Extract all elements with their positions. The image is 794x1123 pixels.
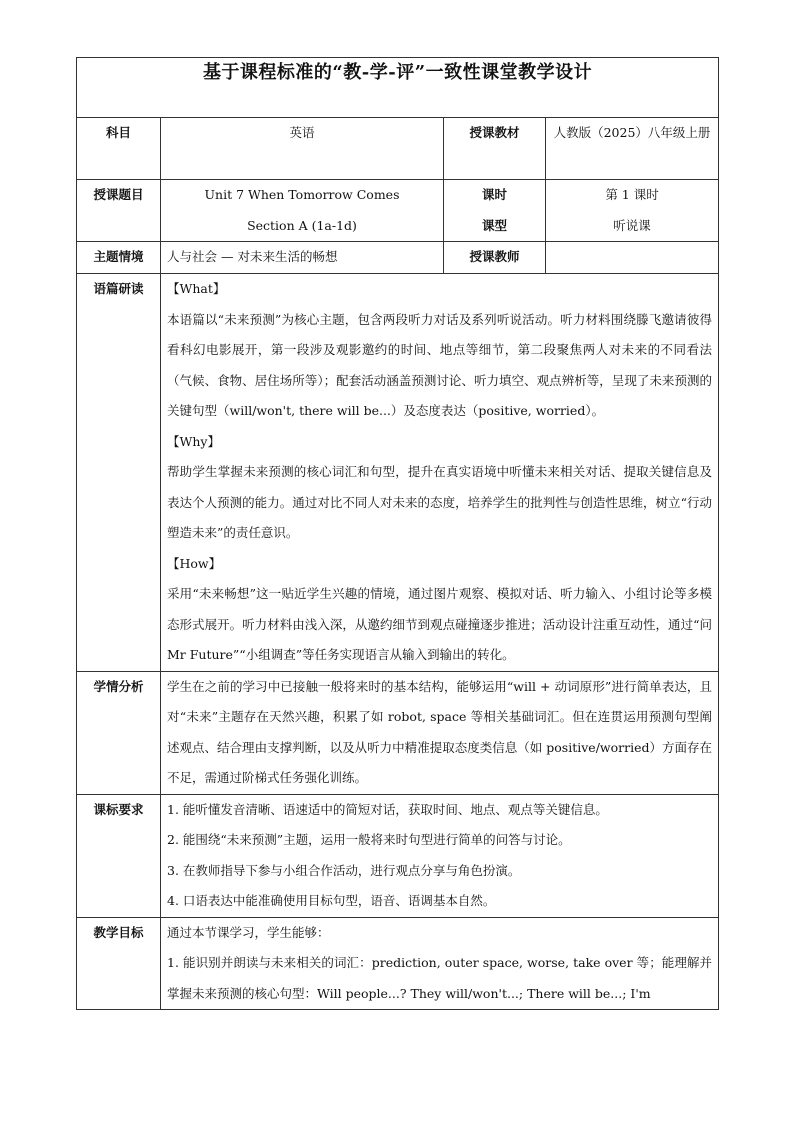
learners-text: 学生在之前的学习中已接触一般将来时的基本结构，能够运用“will + 动词原形”进行简单表达，且对“未来”主题存在天然兴趣，积累了如 robot, space 等相关基础词汇。但在连贯运用预测句型阐述观点、结合理由支撑判断，以及从听力中精准提取态度类信息（如 positive/worried）方面存在不足，需通过阶梯式任务强化训练。 bbox=[167, 678, 713, 785]
period-value-type: 听说课 bbox=[613, 217, 651, 233]
teacher-label: 授课教师 bbox=[444, 242, 546, 274]
period-value bbox=[546, 180, 719, 242]
topic-unit: Unit 7 When Tomorrow Comes bbox=[204, 187, 400, 202]
standards-item: 3. 在教师指导下参与小组合作活动，进行观点分享与角色扮演。 bbox=[167, 862, 521, 878]
why-heading: 【Why】 bbox=[167, 433, 220, 449]
what-text: 本语篇以“未来预测”为核心主题，包含两段听力对话及系列听说活动。听力材料围绕滕飞邀请彼得看科幻电影展开，第一段涉及观影邀约的时间、地点等细节，第二段聚焦两人对未来的不同看法（气候、食物、居住场所等）；配套活动涵盖预测讨论、听力填空、观点辨析等，呈现了未来预测的关键句型（will/won't, there will be...）及态度表达（positive, worried）。 bbox=[167, 311, 713, 418]
objectives-content bbox=[161, 917, 719, 1010]
why-text: 帮助学生掌握未来预测的核心词汇和句型，提升在真实语境中听懂未来相关对话、提取关键信息及表达个人预测的能力。通过对比不同人对未来的态度，培养学生的批判性与创造性思维，树立“行动塑造未来”的责任意识。 bbox=[167, 464, 713, 540]
topic-label: 授课题目 bbox=[77, 180, 161, 242]
period-label bbox=[444, 180, 546, 242]
theme-value: 人与社会 — 对未来生活的畅想 bbox=[161, 242, 444, 274]
period-value-hours: 第 1 课时 bbox=[605, 187, 659, 202]
analysis-label: 语篇研读 bbox=[77, 274, 161, 672]
analysis-content bbox=[161, 274, 719, 672]
topic-section: Section A (1a-1d) bbox=[247, 217, 357, 233]
period-label-type: 课型 bbox=[481, 217, 507, 233]
material-value: 人教版（2025）八年级上册 bbox=[546, 118, 719, 180]
subject-label: 科目 bbox=[77, 118, 161, 180]
standards-content bbox=[161, 794, 719, 917]
topic-value bbox=[161, 180, 444, 242]
how-heading: 【How】 bbox=[167, 555, 222, 571]
standards-item: 2. 能围绕“未来预测”主题，运用一般将来时句型进行简单的问答与讨论。 bbox=[167, 832, 571, 847]
lesson-plan-table bbox=[76, 57, 719, 1010]
learners-content bbox=[161, 671, 719, 794]
subject-value: 英语 bbox=[161, 118, 444, 180]
page-title: 基于课程标准的“教-学-评”一致性课堂教学设计 bbox=[77, 58, 719, 118]
objectives-label: 教学目标 bbox=[77, 917, 161, 1010]
what-heading: 【What】 bbox=[167, 281, 226, 296]
how-text: 采用“未来畅想”这一贴近学生兴趣的情境，通过图片观察、模拟对话、听力输入、小组讨论等多模态形式展开。听力材料由浅入深，从邀约细节到观点碰撞逐步推进；活动设计注重互动性，通过“问 Mr Future”“小组调查”等任务实现语言从输入到输出的转化。 bbox=[167, 586, 713, 662]
period-label-hours: 课时 bbox=[481, 187, 507, 202]
learners-label: 学情分析 bbox=[77, 671, 161, 794]
standards-item: 4. 口语表达中能准确使用目标句型，语音、语调基本自然。 bbox=[167, 893, 496, 908]
material-label: 授课教材 bbox=[444, 118, 546, 180]
objectives-item: 1. 能识别并朗读与未来相关的词汇：prediction, outer space, worse, take over 等；能理解并掌握未来预测的核心句型：Will people...? They will/won't...; There will be...; I'm bbox=[167, 955, 713, 1001]
objectives-intro: 通过本节课学习，学生能够： bbox=[167, 924, 330, 940]
standards-label: 课标要求 bbox=[77, 794, 161, 917]
theme-label: 主题情境 bbox=[77, 242, 161, 274]
standards-item: 1. 能听懂发音清晰、语速适中的简短对话，获取时间、地点、观点等关键信息。 bbox=[167, 801, 608, 817]
teacher-value bbox=[546, 242, 719, 274]
